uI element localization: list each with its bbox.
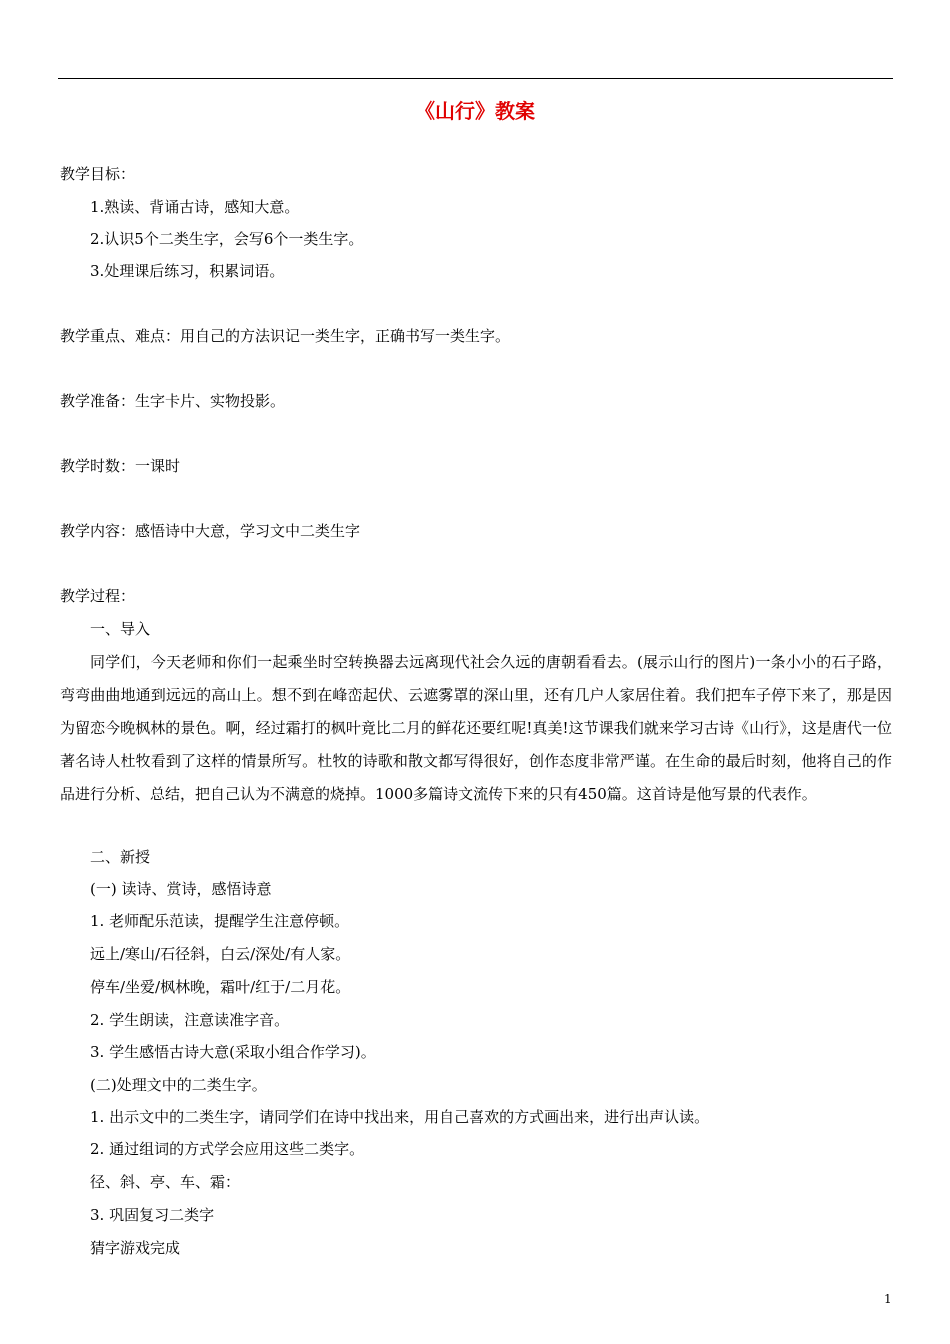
process-step: 猜字游戏完成 xyxy=(90,1239,181,1257)
process-step: 停车/坐爱/枫林晚，霜叶/红于/二月花。 xyxy=(90,978,351,996)
intro-heading: 一、导入 xyxy=(90,620,151,638)
process-step: 3. 巩固复习二类字 xyxy=(90,1206,215,1224)
intro-paragraph: 同学们，今天老师和你们一起乘坐时空转换器去远离现代社会久远的唐朝看看去。(展示山行的图片)一条小小的石子路，弯弯曲曲地通到远远的高山上。想不到在峰峦起伏、云遮雾罩的深山里，还有几户人家居住着。我们把车子停下来了，那是因为留恋今晚枫林的景色。啊，经过霜打的枫叶竟比二月的鲜花还要红呢!真美!这节课我们就来学习古诗《山行》，这是唐代一位著名诗人杜牧看到了这样的情景所写。杜牧的诗歌和散文都写得很好，创作态度非常严谨。在生命的最后时刻，他将自己的作品进行分析、总结，把自己认为不满意的烧掉。1000多篇诗文流传下来的只有450篇。这首诗是他写景的代表作。 xyxy=(60,653,892,803)
process-step: 径、斜、亭、车、霜： xyxy=(90,1173,241,1191)
document-title: 《山行》教案 xyxy=(415,99,535,123)
teaching-content: 教学内容：感悟诗中大意，学习文中二类生字 xyxy=(60,522,361,540)
process-step: 2. 学生朗读，注意读准字音。 xyxy=(90,1011,290,1029)
preparation: 教学准备：生字卡片、实物投影。 xyxy=(60,392,286,410)
goals-label: 教学目标： xyxy=(60,165,136,183)
key-points: 教学重点、难点：用自己的方法识记一类生字，正确书写一类生字。 xyxy=(60,327,511,345)
process-label: 教学过程： xyxy=(60,587,136,605)
header-rule xyxy=(58,78,893,79)
process-step: (一) 读诗、赏诗，感悟诗意 xyxy=(90,880,272,898)
process-step: 2. 通过组词的方式学会应用这些二类字。 xyxy=(90,1140,365,1158)
process-step: (二)处理文中的二类生字。 xyxy=(90,1076,267,1094)
process-step: 1. 出示文中的二类生字，请同学们在诗中找出来，用自己喜欢的方式画出来，进行出声认读。 xyxy=(90,1108,710,1126)
page-number: 1 xyxy=(884,1292,892,1306)
teaching-hours: 教学时数：一课时 xyxy=(60,457,181,475)
goal-item: 1.熟读、背诵古诗，感知大意。 xyxy=(90,198,300,216)
new-heading: 二、新授 xyxy=(90,848,151,866)
process-step: 1. 老师配乐范读，提醒学生注意停顿。 xyxy=(90,912,350,930)
goal-item: 2.认识5个二类生字，会写6个一类生字。 xyxy=(90,230,364,248)
goal-item: 3.处理课后练习，积累词语。 xyxy=(90,262,285,280)
process-step: 3. 学生感悟古诗大意(采取小组合作学习)。 xyxy=(90,1043,376,1061)
process-step: 远上/寒山/石径斜，白云/深处/有人家。 xyxy=(90,945,351,963)
